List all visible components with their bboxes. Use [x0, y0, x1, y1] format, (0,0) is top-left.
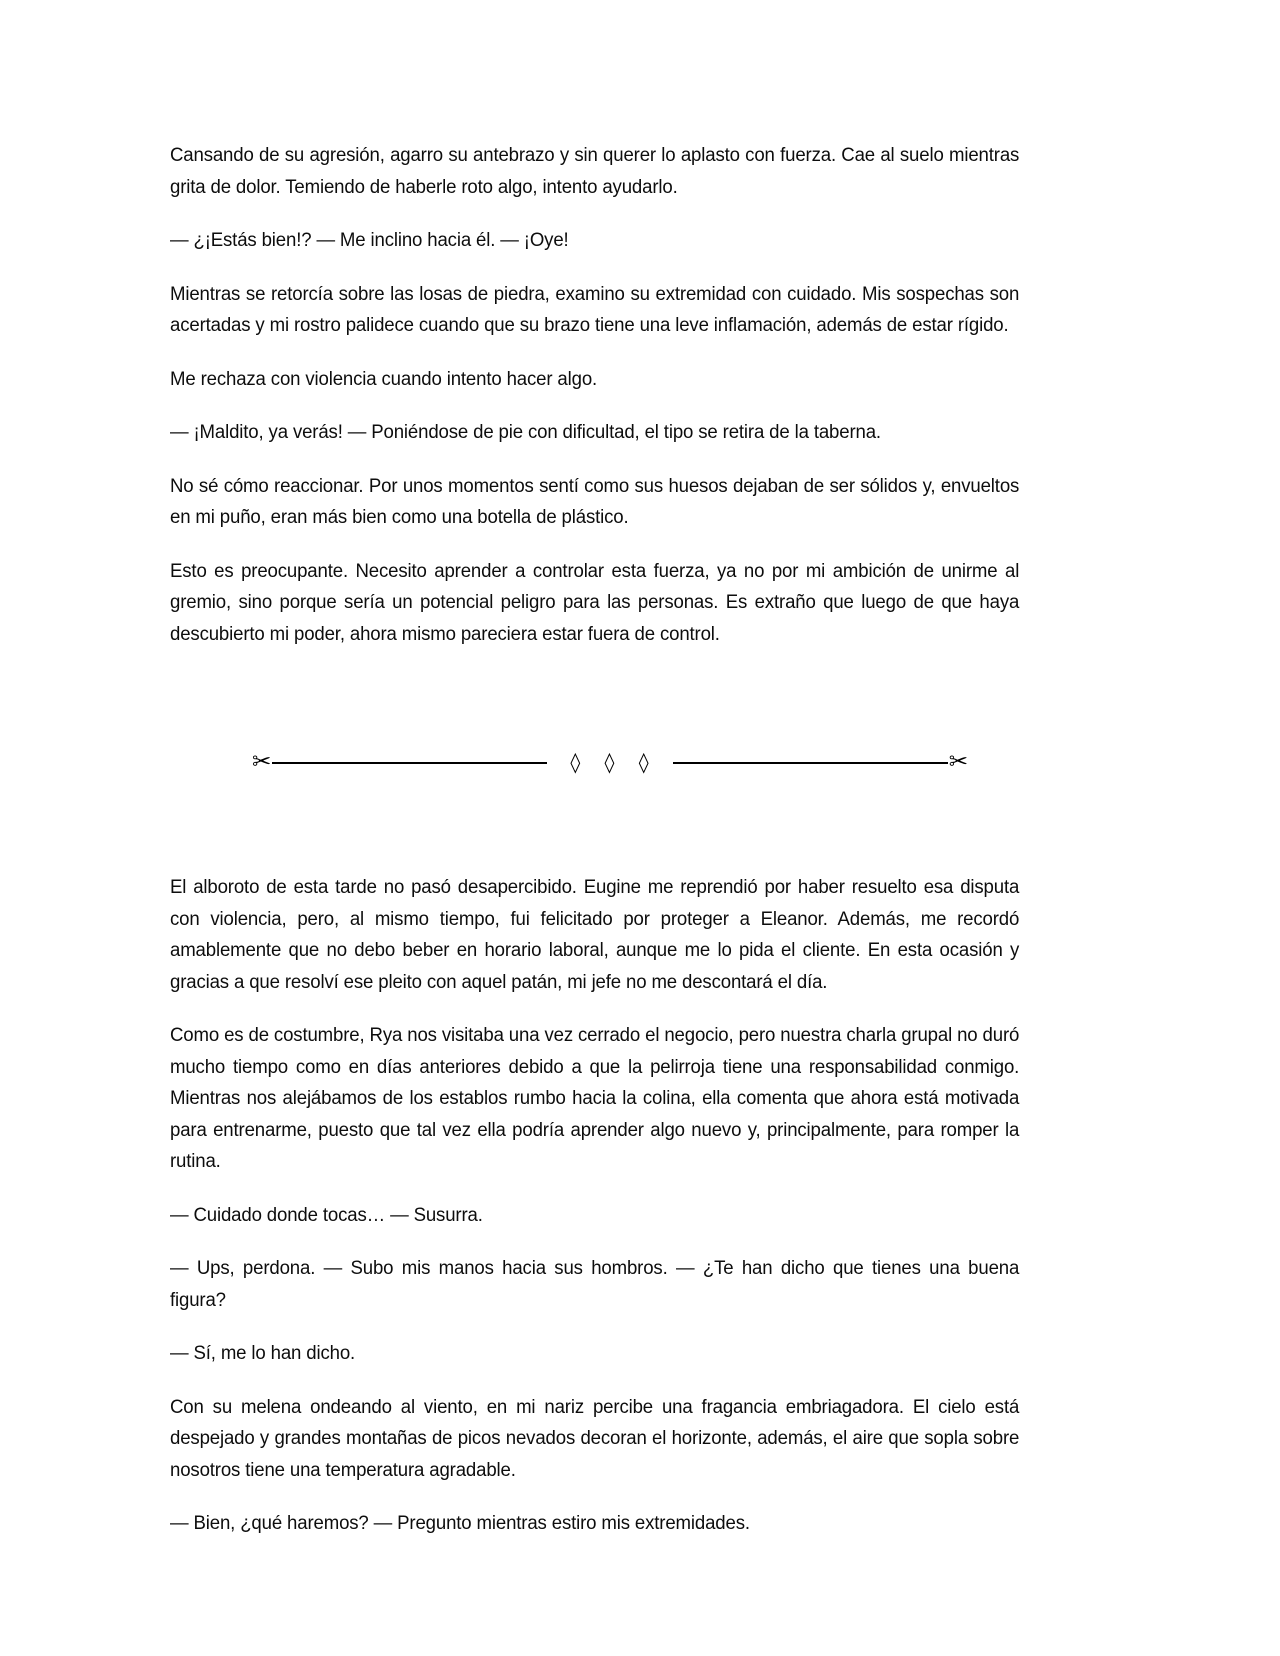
paragraph-dialogue: — ¡Maldito, ya verás! — Poniéndose de pie con dificultad, el tipo se retira de la taberna.	[170, 422, 881, 443]
diamond-cluster-icon: ◊ ◊ ◊	[570, 750, 658, 774]
paragraph: Me rechaza con violencia cuando intento hacer algo.	[170, 368, 598, 390]
paragraph: No sé cómo reaccionar. Por unos momentos sentí como sus huesos dejaban de ser sólidos y, envueltos en mi puño, eran más bien como una botella de plástico.	[170, 475, 1020, 528]
paragraph: El alboroto de esta tarde no pasó desapercibido. Eugine me reprendió por haber resuelto esa disputa con violencia, pero, al mismo tiempo, fui felicitado por proteger a Eleanor. Además, me recordó amablemente que no debo beber en horario laboral, aunque me lo pida el cliente. En esta ocasión y gracias a que resolví ese pleito con aquel patán, mi jefe no me descontará el día.	[170, 877, 1020, 993]
paragraph-dialogue: — Bien, ¿qué haremos? — Pregunto mientras estiro mis extremidades.	[170, 1513, 750, 1534]
scene-break-ornament	[170, 732, 1050, 792]
paragraph-dialogue: — ¿¡Estás bien!? — Me inclino hacia él. — ¡Oye!	[170, 230, 569, 251]
ornament-rule-right	[673, 762, 948, 764]
paragraph: Cansando de su agresión, agarro su antebrazo y sin querer lo aplasto con fuerza. Cae al suelo mientras grita de dolor. Temiendo de haberle roto algo, intento ayudarlo.	[170, 145, 1020, 198]
ornament-bottom-spacer	[170, 836, 1050, 872]
paragraph: Mientras se retorcía sobre las losas de piedra, examino su extremidad con cuidado. Mis sospechas son acertadas y mi rostro palidece cuando que su brazo tiene una leve inflamación, además de estar rígido.	[170, 283, 1020, 336]
paragraph-dialogue: — Sí, me lo han dicho.	[170, 1343, 356, 1364]
scissors-right-icon: ✂	[948, 748, 968, 775]
paragraph-dialogue: — Ups, perdona. — Subo mis manos hacia sus hombros. — ¿Te han dicho que tienes una buena figura?	[170, 1258, 1020, 1311]
paragraph: Como es de costumbre, Rya nos visitaba una vez cerrado el negocio, pero nuestra charla grupal no duró mucho tiempo como en días anteriores debido a que la pelirroja tiene una responsabilidad conmigo. Mientras nos alejábamos de los establos rumbo hacia la colina, ella comenta que ahora está motivada para entrenarme, puesto que tal vez ella podría aprender algo nuevo y, principalmente, para romper la rutina.	[170, 1025, 1020, 1172]
scissors-left-icon: ✂	[252, 748, 272, 775]
ornament-inner	[252, 748, 968, 775]
ornament-rule-left	[272, 762, 547, 764]
paragraph-dialogue: — Cuidado donde tocas… — Susurra.	[170, 1204, 483, 1226]
ornament-top-spacer	[170, 672, 1050, 702]
document-body	[170, 140, 1050, 1540]
paragraph: Esto es preocupante. Necesito aprender a controlar esta fuerza, ya no por mi ambición de unirme al gremio, sino porque sería un potencial peligro para las personas. Es extraño que luego de que haya descubierto mi poder, ahora mismo pareciera estar fuera de control.	[170, 560, 1020, 645]
paragraph: Con su melena ondeando al viento, en mi nariz percibe una fragancia embriagadora. El cielo está despejado y grandes montañas de picos nevados decoran el horizonte, además, el aire que sopla sobre nosotros tiene una temperatura agradable.	[170, 1396, 1020, 1481]
